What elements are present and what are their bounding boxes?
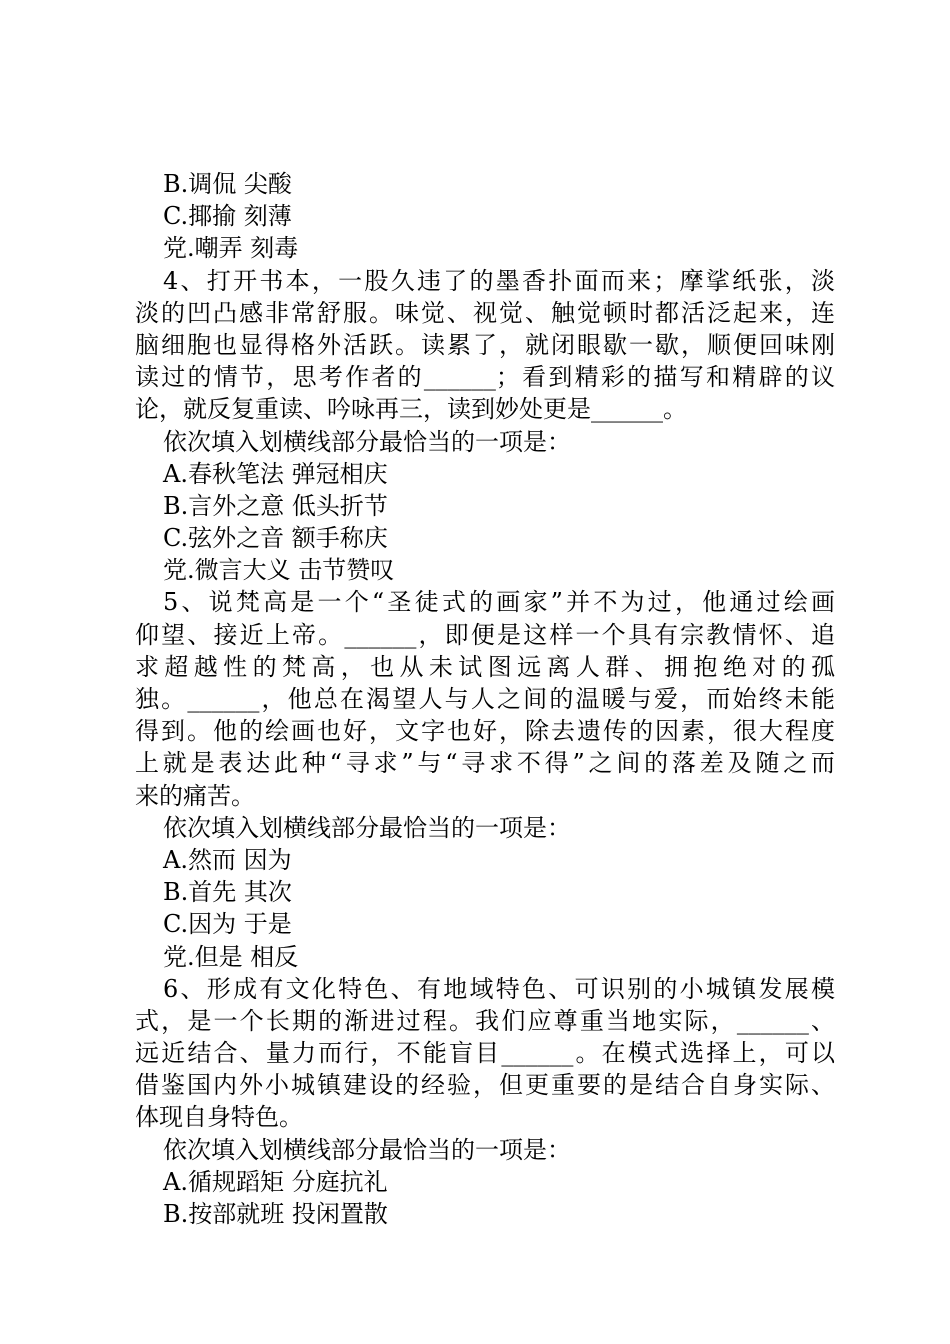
q6-prompt: 依次填入划横线部分最恰当的一项是： bbox=[163, 1135, 571, 1164]
q6-stem-line: 体现自身特色。 bbox=[135, 1103, 303, 1132]
q4-option-c: C.弦外之音 额手称庆 bbox=[163, 524, 388, 553]
q5-option-a: A.然而 因为 bbox=[163, 845, 292, 874]
q5-stem-line: 5、说梵高是一个“圣徒式的画家”并不为过，他通过绘画 bbox=[163, 588, 835, 617]
q4-stem-line: 论，就反复重读、吟咏再三，读到妙处更是______。 bbox=[135, 395, 687, 424]
q4-stem-line: 4、打开书本，一股久违了的墨香扑面而来；摩挲纸张，淡 bbox=[163, 266, 835, 295]
q5-stem-line: 求超越性的梵高，也从未试图远离人群、拥抱绝对的孤 bbox=[135, 652, 835, 681]
q6-stem-line: 借鉴国内外小城镇建设的经验，但更重要的是结合自身实际、 bbox=[135, 1071, 835, 1100]
q6-option-a: A.循规蹈矩 分庭抗礼 bbox=[163, 1167, 388, 1196]
q5-stem-line: 独。______，他总在渴望人与人之间的温暖与爱，而始终未能 bbox=[135, 685, 835, 713]
q5-stem-line: 得到。他的绘画也好，文字也好，除去遗传的因素，很大程度 bbox=[135, 717, 835, 746]
q5-stem-line: 上就是表达此种“寻求”与“寻求不得”之间的落差及随之而 bbox=[135, 749, 835, 778]
q4-option-b: B.言外之意 低头折节 bbox=[163, 491, 388, 520]
q4-stem-line: 读过的情节，思考作者的______；看到精彩的描写和精辟的议 bbox=[135, 363, 835, 392]
q5-option-b: B.首先 其次 bbox=[163, 878, 292, 907]
q6-stem-line: 6、形成有文化特色、有地域特色、可识别的小城镇发展模 bbox=[163, 974, 835, 1003]
q3-option-d: 党.嘲弄 刻毒 bbox=[163, 234, 299, 263]
q5-prompt: 依次填入划横线部分最恰当的一项是： bbox=[163, 813, 571, 842]
q5-option-c: C.因为 于是 bbox=[163, 910, 292, 939]
q4-stem-line: 淡的凹凸感非常舒服。味觉、视觉、触觉顿时都活泛起来，连 bbox=[135, 298, 835, 327]
q4-stem-line: 脑细胞也显得格外活跃。读累了，就闭眼歇一歇，顺便回味刚 bbox=[135, 330, 835, 359]
document-body bbox=[135, 168, 835, 1230]
q5-stem-line: 仰望、接近上帝。______，即便是这样一个具有宗教情怀、追 bbox=[135, 620, 835, 649]
q6-stem-line: 远近结合、量力而行，不能盲目______。在模式选择上，可以 bbox=[135, 1039, 835, 1068]
q4-prompt: 依次填入划横线部分最恰当的一项是： bbox=[163, 427, 571, 456]
q6-option-b: B.按部就班 投闲置散 bbox=[163, 1200, 388, 1228]
q5-option-d: 党.但是 相反 bbox=[163, 942, 299, 971]
q4-option-a: A.春秋笔法 弹冠相庆 bbox=[163, 459, 388, 488]
q3-option-b: B.调侃 尖酸 bbox=[163, 170, 292, 198]
q4-option-d: 党.微言大义 击节赞叹 bbox=[163, 556, 395, 585]
q3-option-c: C.揶揄 刻薄 bbox=[163, 202, 292, 231]
q6-stem-line: 式，是一个长期的渐进过程。我们应尊重当地实际，______、 bbox=[135, 1006, 835, 1035]
q5-stem-line: 来的痛苦。 bbox=[135, 781, 255, 810]
